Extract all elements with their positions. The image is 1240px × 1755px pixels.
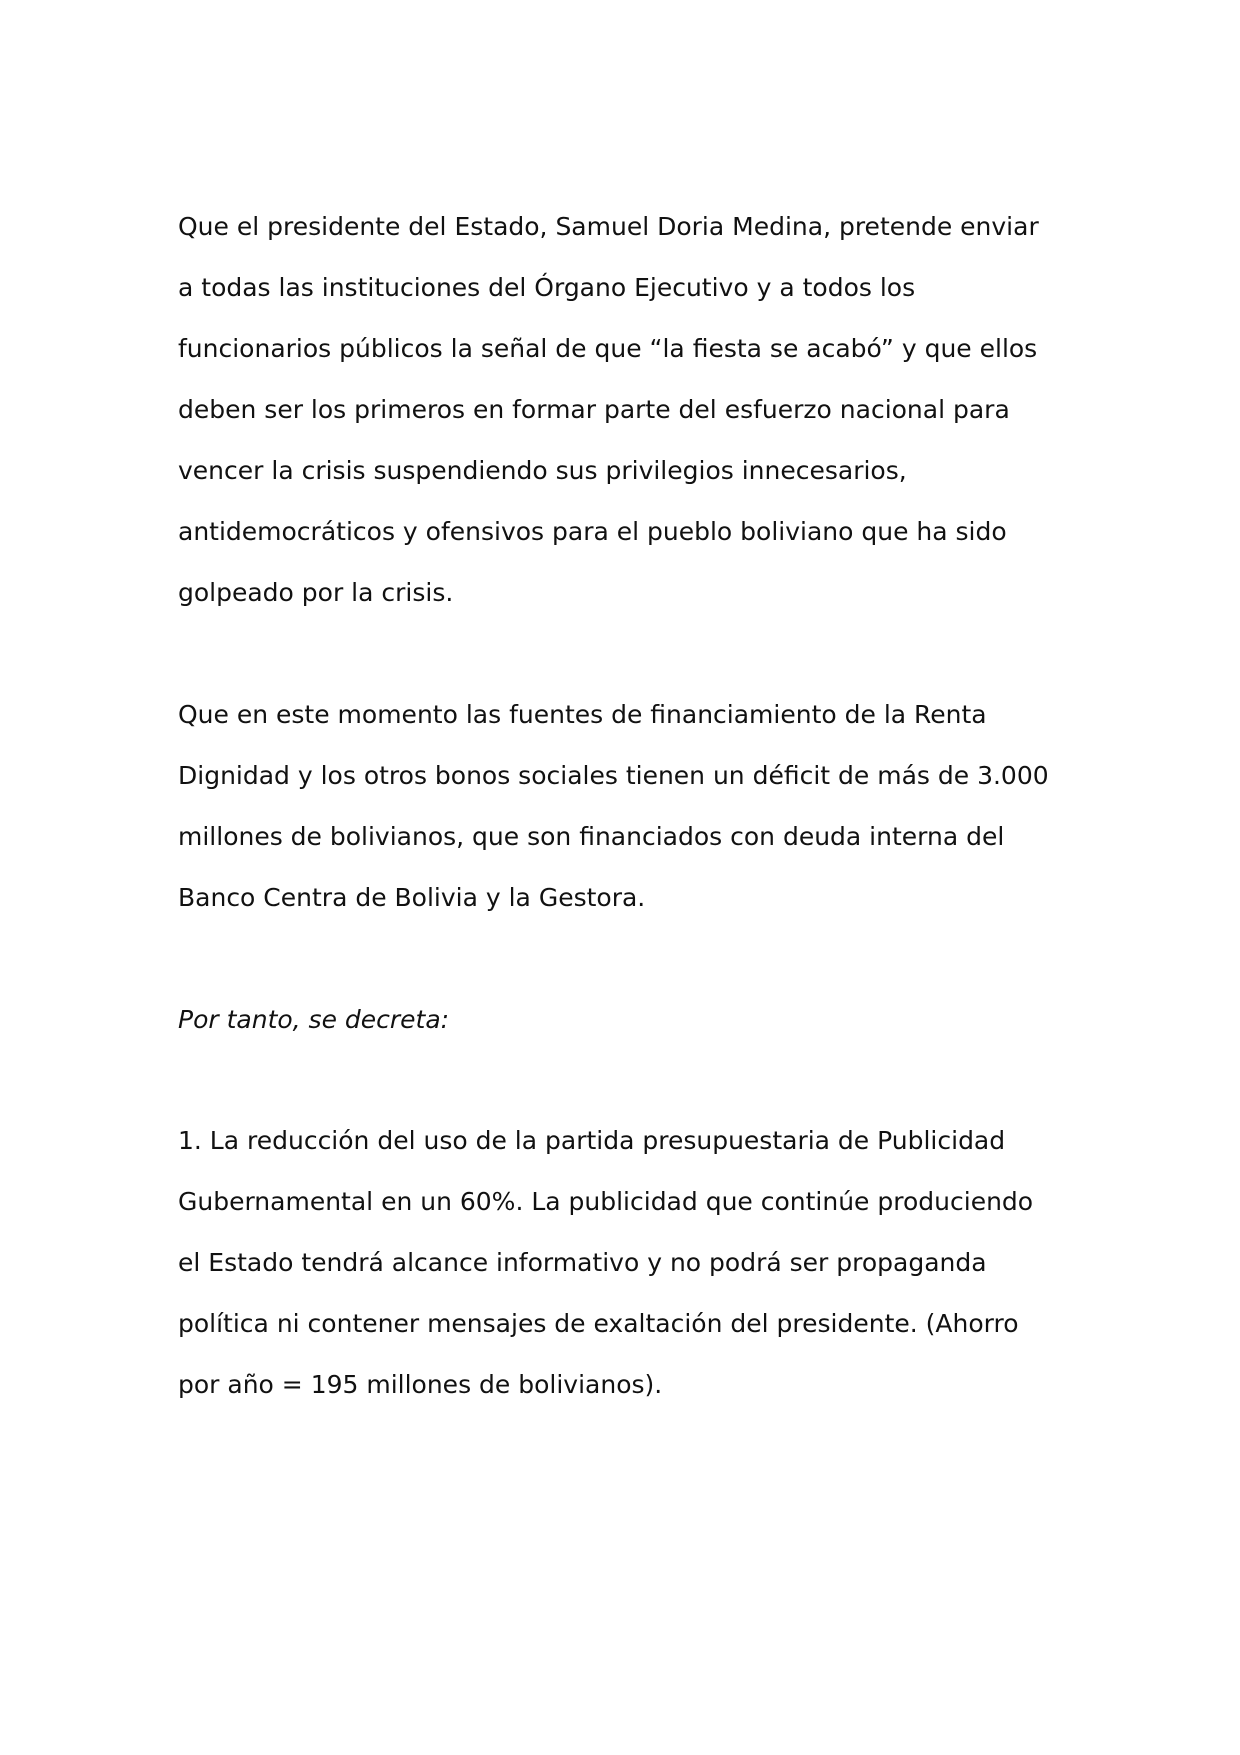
paragraph-article-1: 1. La reducción del uso de la partida presupuestaria de Publicidad Gubernamental en un 60%. La publicidad que continúe produciendo el Estado tendrá alcance informativo y no podrá ser propaganda política ni contener mensajes de exaltación del presidente. (Ahorro por año = 195 millones de bolivianos).: [178, 1126, 1034, 1399]
paragraph-considerando-deficit: Que en este momento las fuentes de financiamiento de la Renta Dignidad y los otros bonos sociales tienen un déficit de más de 3.000 millones de bolivianos, que son financiados con deuda interna del Banco Centra de Bolivia y la Gestora.: [178, 700, 1049, 912]
paragraph-considerando-presidente: Que el presidente del Estado, Samuel Doria Medina, pretende enviar a todas las instituciones del Órgano Ejecutivo y a todos los funcionarios públicos la señal de que “la fiesta se acabó” y que ellos deben ser los primeros en formar parte del esfuerzo nacional para vencer la crisis suspendiendo sus privilegios innecesarios, antidemocráticos y ofensivos para el pueblo boliviano que ha sido golpeado por la crisis.: [178, 212, 1039, 607]
paragraph-decreta-heading: Por tanto, se decreta:: [178, 1005, 450, 1034]
